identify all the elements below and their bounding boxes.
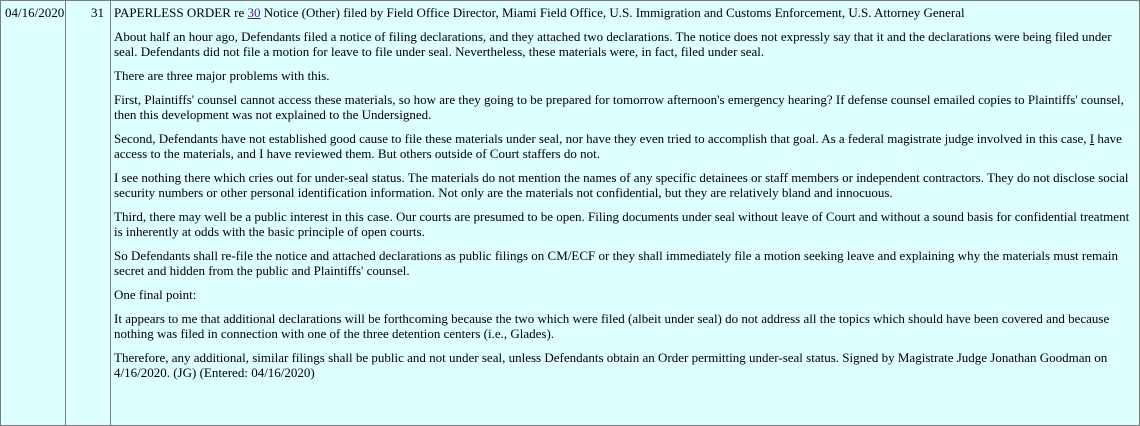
paragraph-4 — [114, 131, 1137, 161]
paragraph-4-end: have access to the materials, and I have reviewed them. But others outside of Court staffers do not. — [114, 131, 1122, 161]
header-prefix: PAPERLESS ORDER re — [114, 5, 248, 20]
paragraph-8: One final point: — [114, 287, 197, 302]
paragraph-7: So Defendants shall re-file the notice and attached declarations as public filings on CM/ECF or they shall immediately file a motion seeking leave and explaining why the materials must remain secret and hidden from the public and Plaintiffs' counsel. — [114, 248, 1118, 278]
paragraph-4-start: Second, Defendants have not established good cause to file these materials under seal, nor have they even tried to accomplish that goal. As a federal magistrate judge involved in this case, — [114, 131, 1090, 146]
header-suffix: Notice (Other) filed by Field Office Director, Miami Field Office, U.S. Immigration and Customs Enforcement, U.S. Attorney General — [260, 5, 965, 20]
paragraph-1: About half an hour ago, Defendants filed a notice of filing declarations, and they attached two declarations. The notice does not expressly say that it and the declarations were being filed under seal. Defendants did not file a motion for leave to file under seal. Nevertheless, these materials were, in fact, filed under seal. — [114, 29, 1112, 59]
paragraph-9: It appears to me that additional declarations will be forthcoming because the two which were filed (albeit under seal) do not address all the topics which should have been covered and because nothing was filed in connection with one of the three detention centers (i.e., Glades). — [114, 311, 1110, 341]
paragraph-4-underlined: I — [1089, 131, 1095, 146]
linked-document-30-link[interactable]: 30 — [247, 5, 261, 20]
paragraph-3: First, Plaintiffs' counsel cannot access these materials, so how are they going to be prepared for tomorrow afternoon's emergency hearing? If defense counsel emailed copies to Plaintiffs' counsel, then this development was not explained to the Undersigned. — [114, 92, 1124, 122]
paragraph-6: Third, there may well be a public interest in this case. Our courts are presumed to be open. Filing documents under seal without leave of Court and without a sound basis for confidential treatment is inherently at odds with the basic principle of open courts. — [114, 209, 1130, 239]
entry-text — [111, 1, 1140, 426]
docket-entry-row — [1, 1, 1140, 426]
entry-date: 04/16/2020 — [1, 1, 66, 426]
entry-number: 31 — [66, 1, 111, 426]
paragraph-5: I see nothing there which cries out for under-seal status. The materials do not mention the names of any specific detainees or staff members or independent contractors. They do not disclose social security numbers or other personal identification information. Not only are the materials not confidential, but they are relatively bland and innocuous. — [114, 170, 1129, 200]
paragraph-2: There are three major problems with this. — [114, 68, 330, 83]
paragraph-10: Therefore, any additional, similar filings shall be public and not under seal, unless Defendants obtain an Order permitting under-seal status. Signed by Magistrate Judge Jonathan Goodman on 4/16/2020. (JG) (Entered: 04/16/2020) — [114, 350, 1108, 380]
entry-header — [114, 5, 1137, 20]
